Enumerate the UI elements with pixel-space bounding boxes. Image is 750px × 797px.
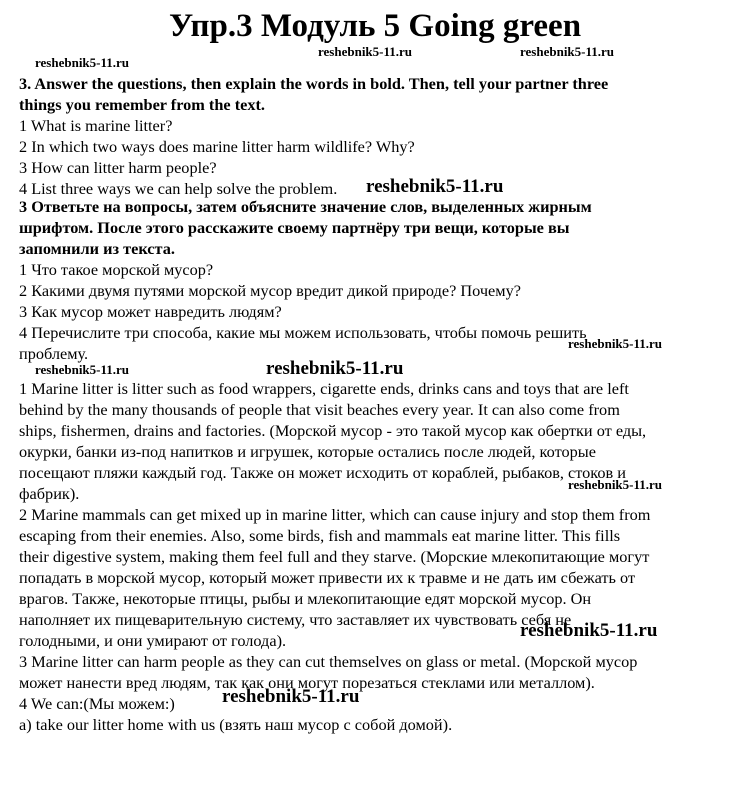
- watermark: reshebnik5-11.ru: [35, 362, 130, 377]
- answer-1-line: окурки, банки из-под напитков и игрушек, которые остались после людей, которые: [19, 442, 596, 461]
- question-1: 1 What is marine litter?: [19, 116, 173, 135]
- question-4-ru: проблему.: [19, 344, 89, 363]
- answer-2-line: попадать в морской мусор, который может привести их к травме и не дать им сбежать от: [19, 568, 636, 587]
- watermark: reshebnik5-11.ru: [266, 358, 404, 379]
- answer-1-line: фабрик).: [19, 484, 80, 503]
- answer-1-line: behind by the many thousands of people that visit beaches every year. It can also come from: [19, 400, 620, 419]
- watermark: reshebnik5-11.ru: [568, 477, 663, 492]
- answer-4-line: 4 We can:(Мы можем:): [19, 694, 175, 713]
- answer-2-line: наполняет их пищеварительную систему, что заставляет их чувствовать себя не: [19, 610, 572, 629]
- watermark: reshebnik5-11.ru: [318, 44, 413, 59]
- answer-2-line: врагов. Также, некоторые птицы, рыбы и млекопитающие едят морской мусор. Он: [19, 589, 592, 608]
- answer-3-line: может нанести вред людям, так как они могут порезаться стеклами или металлом).: [19, 673, 595, 692]
- task-instruction-line: запомнили из текста.: [19, 239, 175, 258]
- answer-2-line: their digestive system, making them feel full and they starve. (Морские млекопитающие могут: [19, 547, 650, 566]
- answers: [19, 378, 650, 735]
- watermark: reshebnik5-11.ru: [35, 55, 130, 70]
- question-2-ru: 2 Какими двумя путями морской мусор вредит дикой природе? Почему?: [19, 281, 521, 300]
- question-2: 2 In which two ways does marine litter harm wildlife? Why?: [19, 137, 415, 156]
- question-3: 3 How can litter harm people?: [19, 158, 217, 177]
- answer-2-line: 2 Marine mammals can get mixed up in marine litter, which can cause injury and stop them from: [19, 505, 651, 524]
- task-instruction-line: 3. Answer the questions, then explain the words in bold. Then, tell your partner three: [19, 74, 609, 93]
- question-4-ru: 4 Перечислите три способа, какие мы можем использовать, чтобы помочь решить: [19, 323, 587, 342]
- answer-4-line: a) take our litter home with us (взять наш мусор с собой домой).: [19, 715, 453, 734]
- task-en: [19, 73, 608, 199]
- watermark: reshebnik5-11.ru: [520, 44, 615, 59]
- watermark: reshebnik5-11.ru: [520, 620, 658, 641]
- task-ru: [19, 196, 592, 364]
- watermark: reshebnik5-11.ru: [222, 686, 360, 707]
- question-1-ru: 1 Что такое морской мусор?: [19, 260, 214, 279]
- question-4: 4 List three ways we can help solve the problem.: [19, 179, 338, 198]
- task-instruction-line: 3 Ответьте на вопросы, затем объясните значение слов, выделенных жирным: [19, 197, 592, 216]
- question-3-ru: 3 Как мусор может навредить людям?: [19, 302, 282, 321]
- answer-2-line: голодными, и они умирают от голода).: [19, 631, 287, 650]
- answer-1-line: посещают пляжи каждый год. Также он может исходить от кораблей, рыбаков, стоков и: [19, 463, 627, 482]
- task-instruction-line: things you remember from the text.: [19, 95, 265, 114]
- task-instruction-line: шрифтом. После этого расскажите своему партнёру три вещи, которые вы: [19, 218, 570, 237]
- answer-1-line: ships, fishermen, drains and factories. (Морской мусор - это такой мусор как обертки от еды,: [19, 421, 647, 440]
- answer-1-line: 1 Marine litter is litter such as food wrappers, cigarette ends, drinks cans and toys that are left: [19, 379, 629, 398]
- watermark: reshebnik5-11.ru: [366, 176, 504, 197]
- answer-2-line: escaping from their enemies. Also, some birds, fish and mammals eat marine litter. This fills: [19, 526, 621, 545]
- page-title: Упр.3 Модуль 5 Going green: [168, 8, 582, 44]
- answer-3-line: 3 Marine litter can harm people as they can cut themselves on glass or metal. (Морской мусор: [19, 652, 638, 671]
- watermark: reshebnik5-11.ru: [568, 336, 663, 351]
